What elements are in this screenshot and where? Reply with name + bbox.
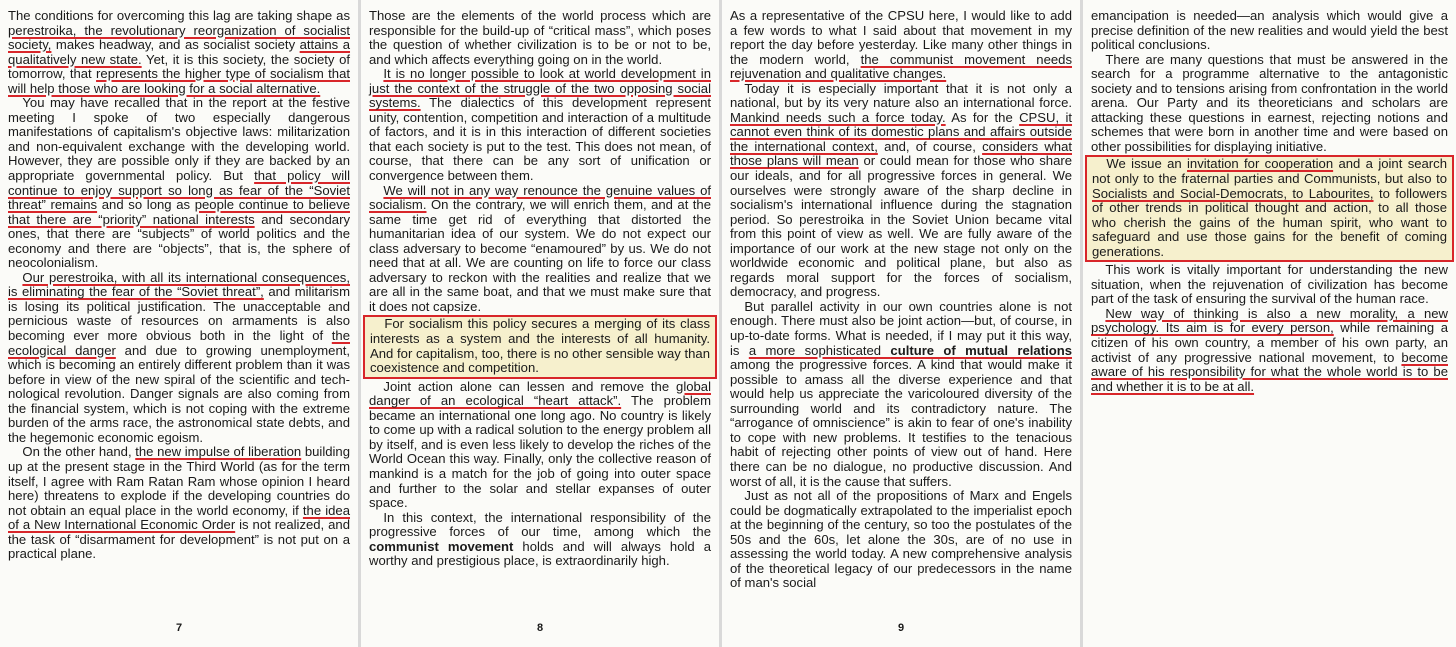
paragraph: We will not in any way renounce the genuine values of socialism. On the contrary, we will enrich them, and at the same time get rid of everything that distorted the humanitarian idea of our system. We do not expect our class adversary to become “enamoured” by us. We do not need that at all. We are counting on life to force our class adversary to reckon with the realities and realize that we are all in the same boat, and that we must make sure that it does not capsize. xyxy=(369,182,711,314)
underlined-phrase: New way of thinking is also a new morality, a new psychology. Its aim is for every person, xyxy=(1091,305,1448,336)
underlined-phrase: a more sophisticated xyxy=(748,342,891,358)
underlined-phrase: culture of mutual relations xyxy=(890,342,1072,358)
underlined-phrase: attains a qualitatively new state. xyxy=(8,37,351,67)
paragraph: For socialism this policy secures a merging of its class interests as a system and the interests of all humanity. And for capitalism, too, there is no other sensible way than coexistence and competition. xyxy=(370,316,710,376)
underlined-phrase: the communist movement needs rejuvenation and qualitative changes. xyxy=(730,51,1072,82)
paragraph: The conditions for overcoming this lag are taking shape as perestroika, the revolutionary reorganization of socialist society, makes headway, and as socialist society attains a qualitatively new state. Yet, it is this society, the society of tomorrow, that represents the higher type of socialism that will help those who are looking for a social alternative. xyxy=(8,8,351,96)
paragraph: We issue an invitation for cooperation and a joint search not only to the fraternal parties and Communists, but also to Socialists and Social-Democrats, to Labourites, to followers of other trends in political thought and action, to all those who cherish the gains of the human spirit, who want to safeguard and use those gains for the benefit of coming generations. xyxy=(1092,156,1447,259)
underlined-phrase: people continue to believe that there are “priority” national interests xyxy=(8,197,350,227)
paragraph: But parallel activity in our own countries alone is not enough. There must also be joint action—but, of course, in up-to-date forms. What is needed, if I may put it this way, is a more sophisticated culture of mutual relations among the progressive forces. A kind that would make it possible to amass all the diverse experience and that would help us appreciate the varicoloured diversity of the surrounding world and its contradictory nature. The “arrogance of omniscience” is akin to fear of one's inability to cope with new problems. It testifies to the tenacious habit of rejecting other points of view out of hand. Here there can be no dialogue, no productive discussion. And worst of all, it is the cause that suffers. xyxy=(730,298,1072,489)
paragraph: This work is vitally important for understanding the new situation, when the rejuvenation of civilization has become part of the task of ensuring the survival of the human race. xyxy=(1091,262,1448,307)
page-10 xyxy=(1083,0,1456,647)
page-9-text xyxy=(730,9,1072,591)
underlined-phrase: It is no longer possible to look at world development in just the context of the struggle of the two opposing social systems. xyxy=(369,66,711,111)
underlined-phrase: global danger of an ecological “heart attack”. xyxy=(369,378,711,409)
underlined-phrase: the idea of a New International Economic Order xyxy=(8,502,350,533)
underlined-phrase: the ecological danger xyxy=(8,328,350,358)
page-7-text xyxy=(8,9,350,562)
page-number: 7 xyxy=(175,622,183,634)
paragraph: You may have recalled that in the report at the festive meeting I spoke of two especially dangerous manifestations of capitalism's objective laws: militarization and non-equivalent exchange with the developing world. However, they are possible only if they are backed by an appropriate governmental policy. But that policy will continue to enjoy support so long as fear of the “Soviet threat” remains and so long as people continue to believe that there are “priority” national interests and secondary ones, that there are “subjects” of world politics and the economy and there are “objects”, that is, the sphere of neocolonialism. xyxy=(8,95,350,271)
highlight-box xyxy=(1085,155,1454,262)
underlined-phrase: We will not in any way renounce the genuine values of socialism. xyxy=(369,182,711,213)
highlight-box xyxy=(363,315,717,378)
paragraph: It is no longer possible to look at world development in just the context of the struggle of the two opposing social systems. The dialectics of this development represent unity, contention, competition and interaction of a multitude of factors, and it is in this interaction of different societies that each society is put to the test. This does not mean, of course, that there can be any sort of unification or convergence between them. xyxy=(369,66,711,184)
underlined-phrase: Mankind needs such a force today. xyxy=(730,109,946,125)
page-number: 9 xyxy=(897,622,905,634)
paragraph: Those are the elements of the world process which are responsible for the build-up of “critical mass”, which poses the question of whether civilization is to be or not to be, and which affects everything going on in the world. xyxy=(369,8,711,67)
underlined-phrase: Our perestroika, with all its international consequences, is eliminating the fear of the “Soviet threat”, xyxy=(8,269,350,300)
paragraph: On the other hand, the new impulse of liberation building up at the present stage in the Third World (as for the term itself, I agree with Ram Ratan Ram whose opinion I heard here) threatens to explode if the developing countries do not obtain an equal place in the world economy, if the idea of a New International Economic Order is not realized, and the task of “disarmament for development” is not put on a practical plane. xyxy=(8,444,350,562)
page-7 xyxy=(0,0,358,647)
underlined-phrase: CPSU, it cannot even think of its domestic plans and affairs outside the international context, xyxy=(730,109,1073,154)
underlined-phrase: become aware of his responsibility for what the whole world is to be and whether it is to be at all. xyxy=(1091,349,1448,394)
paragraph: In this context, the international responsibility of the progressive forces of our time, among which the communist movement holds and will always hold a worthy and prestigious place, is extraordinarily high. xyxy=(369,509,711,569)
bold-phrase: communist movement xyxy=(369,538,514,554)
paragraph: New way of thinking is also a new morality, a new psychology. Its aim is for every person, while remaining a citizen of his own country, a member of his own party, an activist of any progressive national movement, to become aware of his responsibility for what the whole world is to be and whether it is to be at all. xyxy=(1091,305,1448,394)
underlined-phrase: Socialists and Social-Democrats, to Labourites, xyxy=(1092,185,1374,201)
paragraph: Joint action alone can lessen and remove the global danger of an ecological “heart attack”. The problem became an international one long ago. No country is likely to come up with a radical solution to the energy problem all by itself, and is even less likely to develop the riches of the World Ocean this way. Finally, only the collective reason of mankind is a match for the job of going into outer space and further to the solar and stellar expanses of outer space. xyxy=(369,378,711,511)
underlined-phrase: considers what those plans will mean xyxy=(730,138,1072,169)
underlined-phrase: perestroika, the revolutionary reorganization of socialist society, xyxy=(8,22,350,53)
page-9 xyxy=(722,0,1080,647)
paragraph: There are many questions that must be answered in the search for a programme alternative to the antagonistic society and to tensions arising from confrontation in the world arena. Our Party and its theoreticians and scholars are attacking these questions in earnest, rejecting notions and schemes that were born in another time and were based on other possibilities for displaying initiative. xyxy=(1091,51,1448,154)
paragraph: Today it is especially important that it is not only a national, but by its very nature also an international force. Mankind needs such a force today. As for the CPSU, it cannot even think of its domestic plans and affairs outside the international context, and, of course, considers what those plans will mean or could mean for those who share our ideals, and for all progressive forces in general. We ourselves were strongly aware of the sharp decline in socialism's international influence during the stagnation period. So perestroika in the Soviet Union became vital from this point of view as well. We are fully aware of the importance of our work at the new stage not only on the worldwide economic and political plane, but also as regards moral support for the forces of socialism, democracy, and progress. xyxy=(730,80,1073,300)
paragraph: As a representative of the CPSU here, I would like to add a few words to what I said about that movement in my report the day before yesterday. Like many other things in the modern world, the communist movement needs rejuvenation and qualitative changes. xyxy=(730,8,1072,82)
underlined-phrase: the new impulse of liberation xyxy=(135,444,302,460)
page-8 xyxy=(361,0,719,647)
paragraph: Just as not all of the propositions of Marx and Engels could be dogmatically extrapolated to the imperialist epoch at the beginning of the century, so too the postulates of the 50s and the 60s, let alone the 30s, are of no use in assessing the world today. A new comprehensive analysis of the theoretical legacy of our predecessors in the name of man's social xyxy=(730,488,1072,591)
underlined-phrase: invitation for cooperation xyxy=(1187,156,1334,172)
paragraph: Our perestroika, with all its international consequences, is eliminating the fear of the “Soviet threat”, and militarism is losing its political justification. The unacceptable and pernicious waste of resources on armaments is also becoming ever more obvious both in the light of the ecological danger and due to growing unemployment, which is becoming an entirely different problem than it was before in view of the new spiral of the scientific and technological revolution. Danger signals are also coming from the financial system, which is not coping with the extreme burden of the arms race, the astronomical state debts, and the hegemonic economic egoism. xyxy=(8,269,350,445)
page-8-text xyxy=(369,9,711,569)
page-number: 8 xyxy=(536,622,544,634)
page-10-text xyxy=(1091,9,1448,394)
paragraph: emancipation is needed—an analysis which would give a precise definition of the new realities and would yield the best political conclusions. xyxy=(1091,8,1448,53)
underlined-phrase: that policy will continue to enjoy support so long as fear of the “Soviet threat” remains xyxy=(8,168,350,213)
underlined-phrase: represents the higher type of socialism that will help those who are looking for a social alternative. xyxy=(8,66,350,96)
